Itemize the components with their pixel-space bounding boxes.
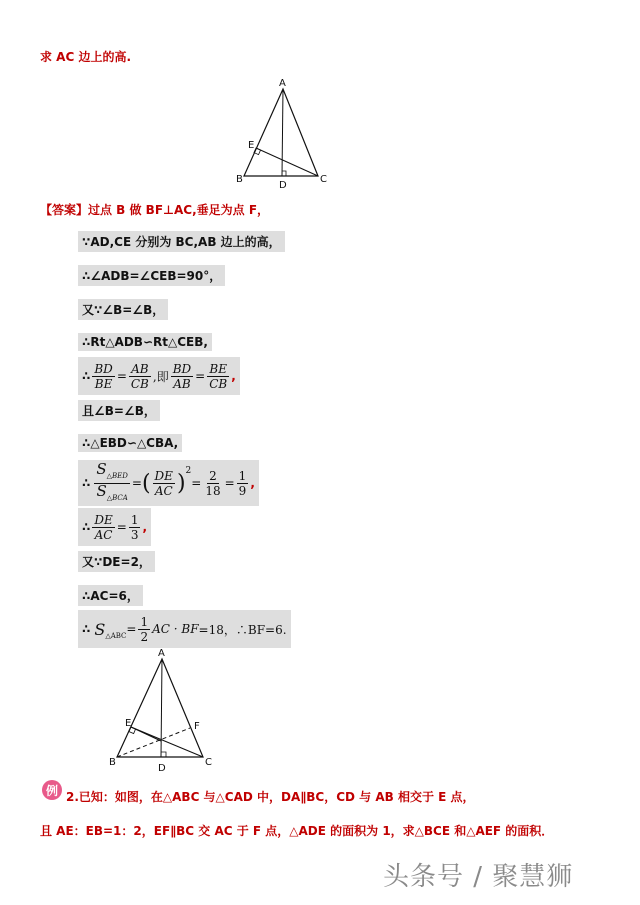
fig2-label-b: B xyxy=(109,757,116,768)
step-3: 又∵∠B=∠B， xyxy=(78,299,168,320)
step-7: ∴△EBD∽△CBA, xyxy=(78,434,182,452)
fig1-label-c: C xyxy=(320,174,327,185)
fig2-label-d: D xyxy=(158,763,166,774)
step-8-area-ratio: ∴ $\frac{S_{\triangle BED}}{S_{\triangle BCA}}$ = ( $\frac{DE}{AC}$ ) $^2$ = $\frac{2}{18}$ = $\frac{1}{9}$ , xyxy=(78,460,259,506)
fig1-label-a: A xyxy=(279,78,286,89)
step-6: 且∠B=∠B， xyxy=(78,400,160,421)
step-10: 又∵DE=2， xyxy=(78,551,155,572)
step-5-ratio: ∴ $\frac{BD}{BE}$ = $\frac{AB}{CB}$ ,即 $\frac{BD}{AB}$ = $\frac{BE}{CB}$ , xyxy=(78,357,240,395)
fig2-label-e: E xyxy=(125,718,132,729)
fig1-label-d: D xyxy=(279,180,287,191)
example-line-1: 2.已知：如图，在△ABC 与△CAD 中，DA∥BC，CD 与 AB 相交于 E 点， xyxy=(66,790,475,804)
triangle-figure-2 xyxy=(105,645,230,775)
example-badge: 例 xyxy=(42,780,62,800)
triangle-figure-1 xyxy=(230,76,340,191)
fig1-label-b: B xyxy=(236,174,243,185)
step-11: ∴AC=6， xyxy=(78,585,143,606)
fig1-label-e: E xyxy=(248,140,255,151)
example-line-2: 且 AE：EB=1：2，EF∥BC 交 AC 于 F 点，△ADE 的面积为 1，求△BCE 和△AEF 的面积． xyxy=(40,824,554,838)
step-4: ∴Rt△ADB∽Rt△CEB, xyxy=(78,333,212,351)
step-12-area: ∴ S $_{\triangle ABC}$ = $\frac{1}{2}$ AC · BF =18，∴BF=6. xyxy=(78,610,291,648)
fig2-label-a: A xyxy=(158,648,165,659)
step-9-ratio: ∴ $\frac{DE}{AC}$ = $\frac{1}{3}$ , xyxy=(78,508,151,546)
step-1: ∵AD,CE 分别为 BC,AB 边上的高， xyxy=(78,231,285,252)
fig2-label-c: C xyxy=(205,757,212,768)
step-2: ∴∠ADB=∠CEB=90°， xyxy=(78,265,225,286)
answer-line: 【答案】过点 B 做 BF⊥AC,垂足为点 F， xyxy=(40,203,270,217)
fig2-label-f: F xyxy=(194,721,200,732)
question-tail: 求 AC 边上的高. xyxy=(40,50,132,64)
watermark: 头条号 / 聚慧狮 xyxy=(383,862,574,892)
